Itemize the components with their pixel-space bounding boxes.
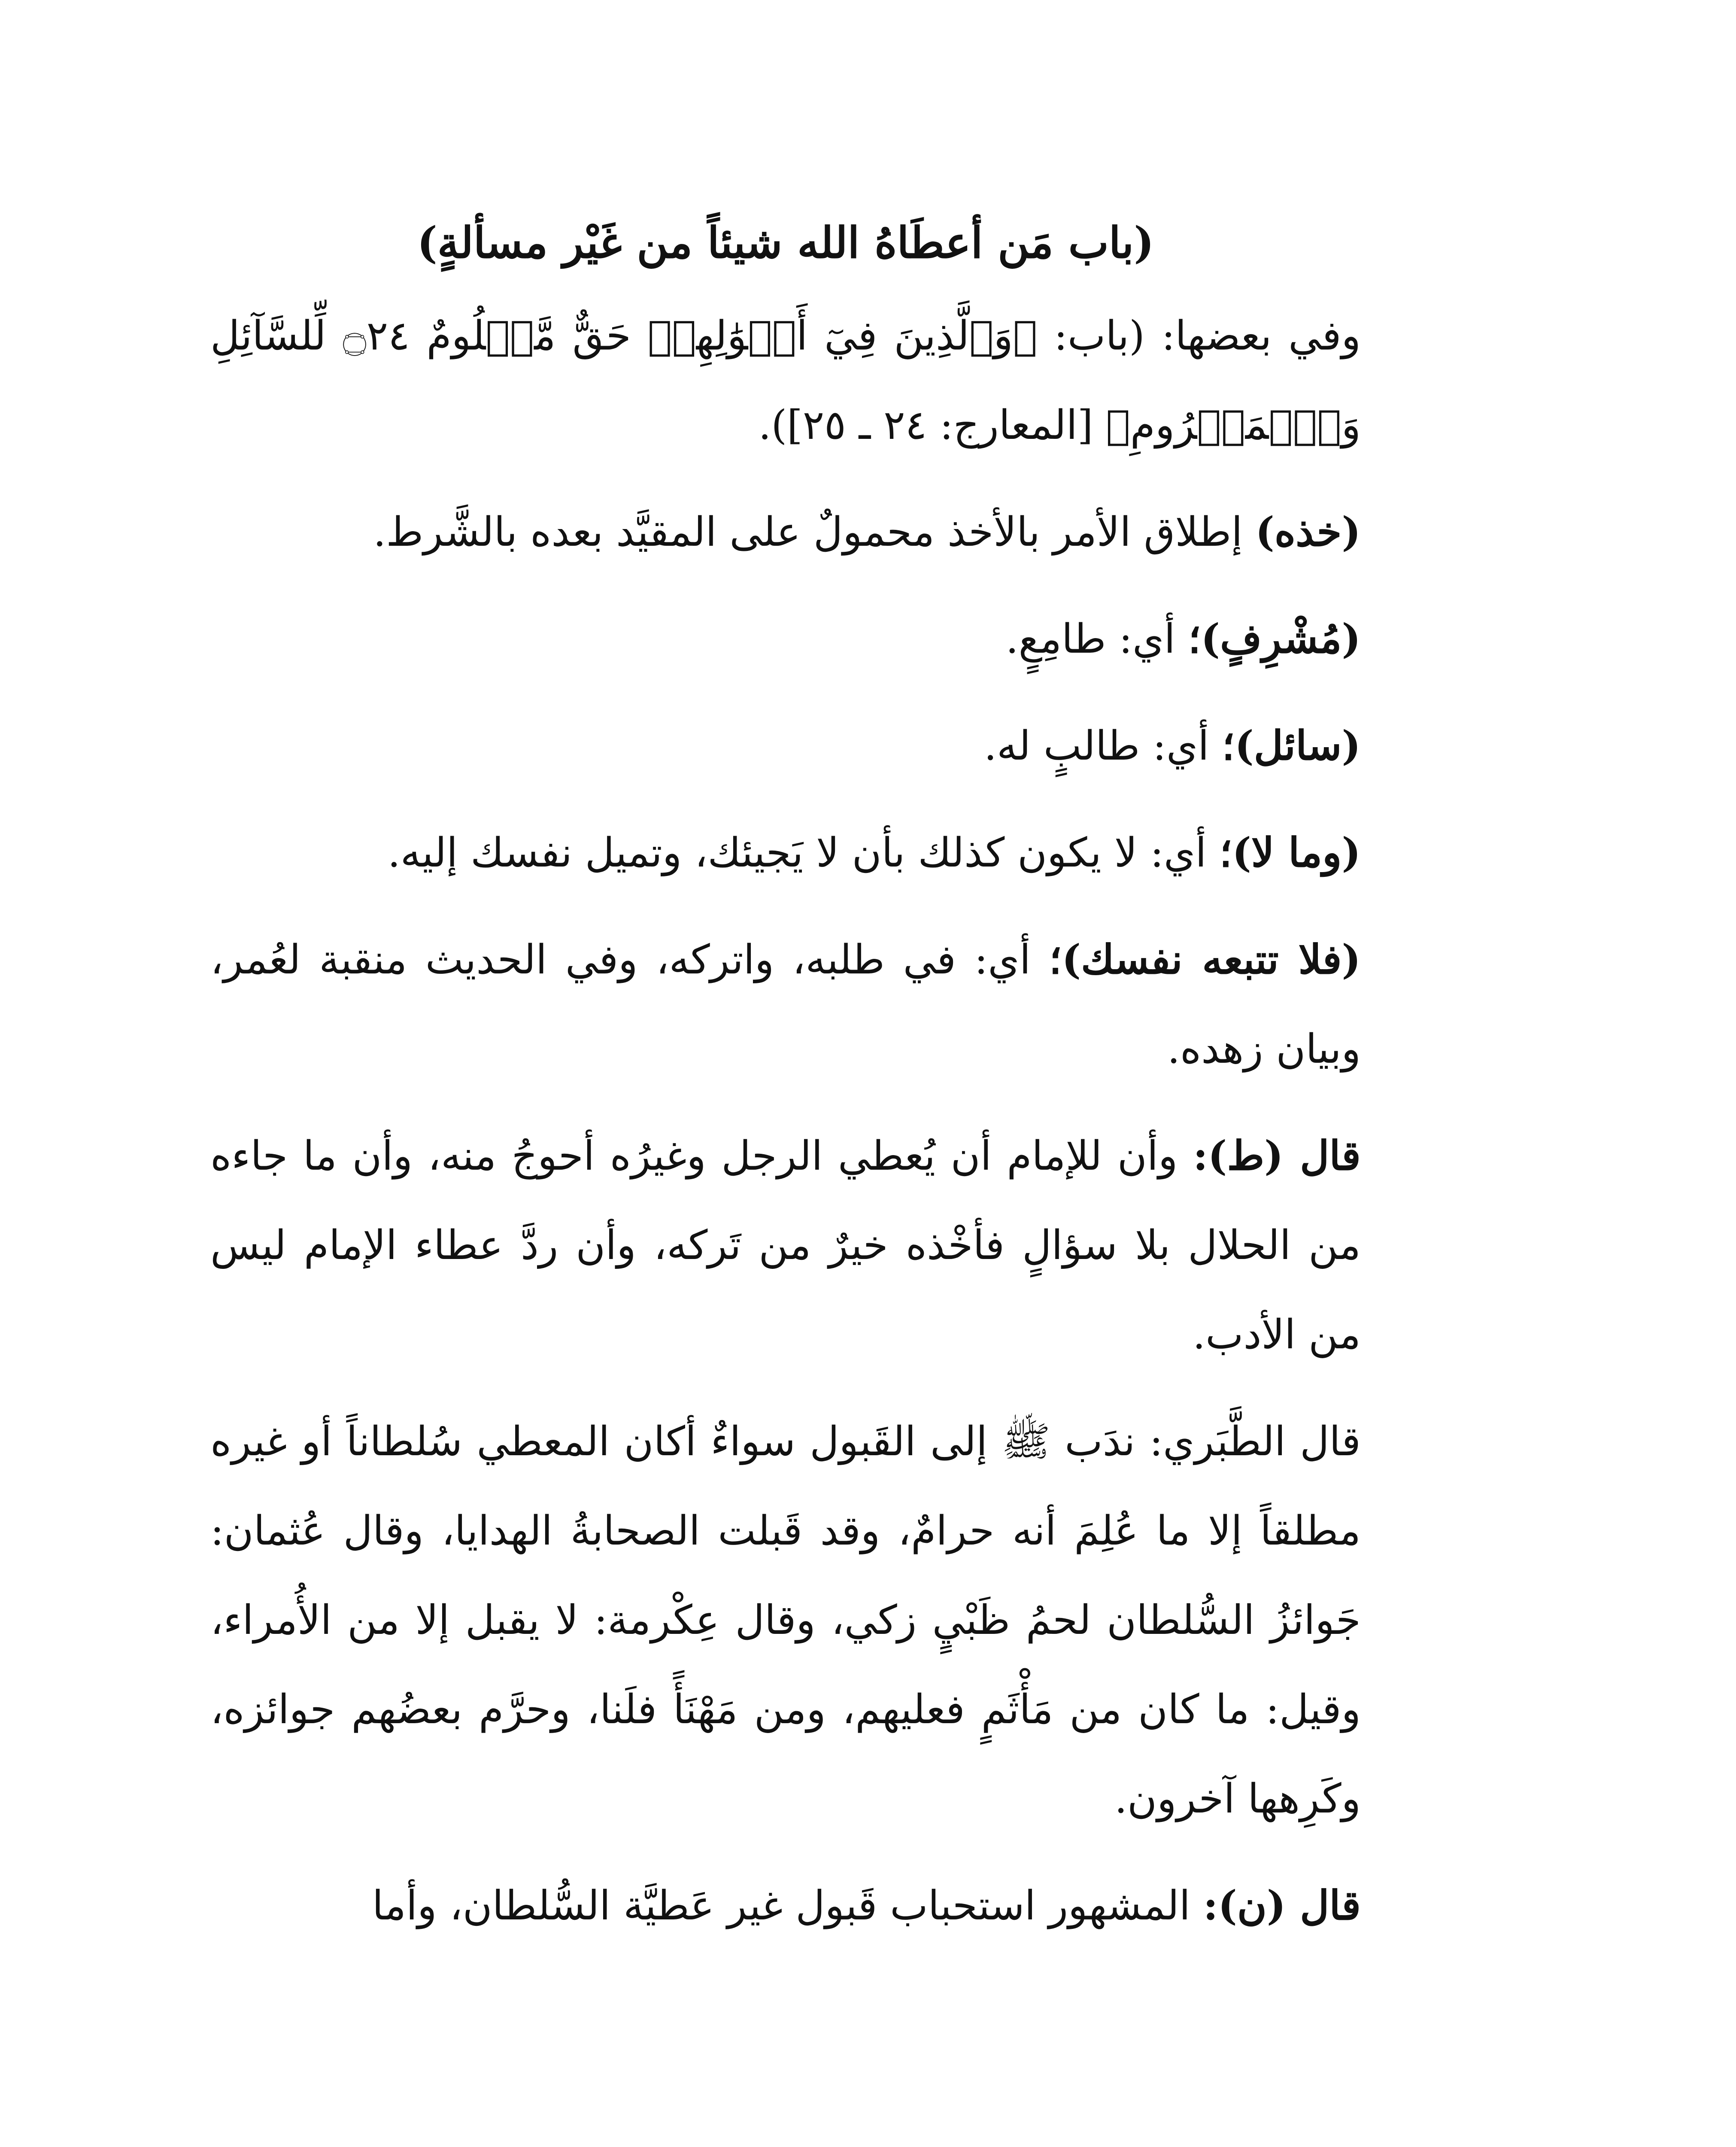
- paragraph-text: أي: في طلبه، واتركه، وفي الحديث منقبة لعُمر، وبيان زهده.: [210, 937, 1361, 1073]
- paragraph-text: أي: لا يكون كذلك بأن لا يَجيئك، وتميل نفسك إليه.: [387, 830, 1220, 876]
- paragraph-lead: (خذه): [1255, 508, 1361, 556]
- paragraph-lead: (سائل)؛: [1222, 722, 1361, 769]
- chapter-heading: (باب مَن أعطَاهُ الله شيئاً من غَيْر مسألةٍ): [417, 217, 1154, 268]
- paragraph: [210, 808, 1361, 898]
- paragraph-text: وفي بعضها: (باب: ﴿وَٱلَّذِينَ فِيٓ أَمۡوَٰلِهِمۡ حَقٌّ مَّعۡلُومٌ ۝٢٤ لِّلسَّآئِلِ وَٱلۡمَحۡرُومِ﴾ [المعارج: ٢٤ ـ ٢٥]).: [210, 313, 1361, 449]
- paragraph: [210, 701, 1361, 791]
- page-body: [210, 206, 1361, 1968]
- paragraph: [210, 594, 1361, 684]
- paragraph-text: وأن للإمام أن يُعطي الرجل وغيرُه أحوجُ منه، وأن ما جاءه من الحلال بلا سؤالٍ فأخْذه خيرٌ من تَركه، وأن ردَّ عطاء الإمام ليس من الأدب.: [210, 1133, 1361, 1358]
- paragraph: [210, 915, 1361, 1094]
- paragraph: [210, 487, 1361, 577]
- paragraph-text: قال الطَّبَري: ندَب ﷺ إلى القَبول سواءٌ أكان المعطي سُلطاناً أو غيره مطلقاً إلا ما عُلِمَ أنه حرامٌ، وقد قَبلت الصحابةُ الهدايا، وقال عُثمان: جَوائزُ السُّلطان لحمُ ظَبْيٍ زكي، وقال عِكْرمة: لا يقبل إلا من الأُمراء، وقيل: ما كان من مَأْثَمٍ فعليهم، ومن مَهْنَأً فلَنا، وحرَّم بعضُهم جوائزه، وكَرِهها آخرون.: [210, 1418, 1361, 1822]
- paragraph-text: إطلاق الأمر بالأخذ محمولٌ على المقيَّد بعده بالشَّرط.: [373, 509, 1256, 556]
- paragraph-text: أي: طالبٍ له.: [984, 723, 1222, 769]
- paragraph-text: أي: طامِعٍ.: [1005, 616, 1188, 663]
- paragraph-text: المشهور استحباب قَبول غير عَطيَّة السُّلطان، وأما: [372, 1882, 1203, 1929]
- paragraph-lead: (مُشْرِفٍ)؛: [1188, 615, 1361, 663]
- paragraph-lead: قال (ن):: [1203, 1882, 1361, 1929]
- paragraph: [210, 1861, 1361, 1951]
- paragraph-lead: قال (ط):: [1193, 1132, 1361, 1180]
- paragraph-lead: (وما لا)؛: [1219, 829, 1361, 876]
- paragraph: [210, 291, 1361, 470]
- paragraph-lead: (فلا تتبعه نفسك)؛: [1049, 936, 1361, 983]
- paragraph: [210, 1397, 1361, 1844]
- paragraph: [210, 1111, 1361, 1380]
